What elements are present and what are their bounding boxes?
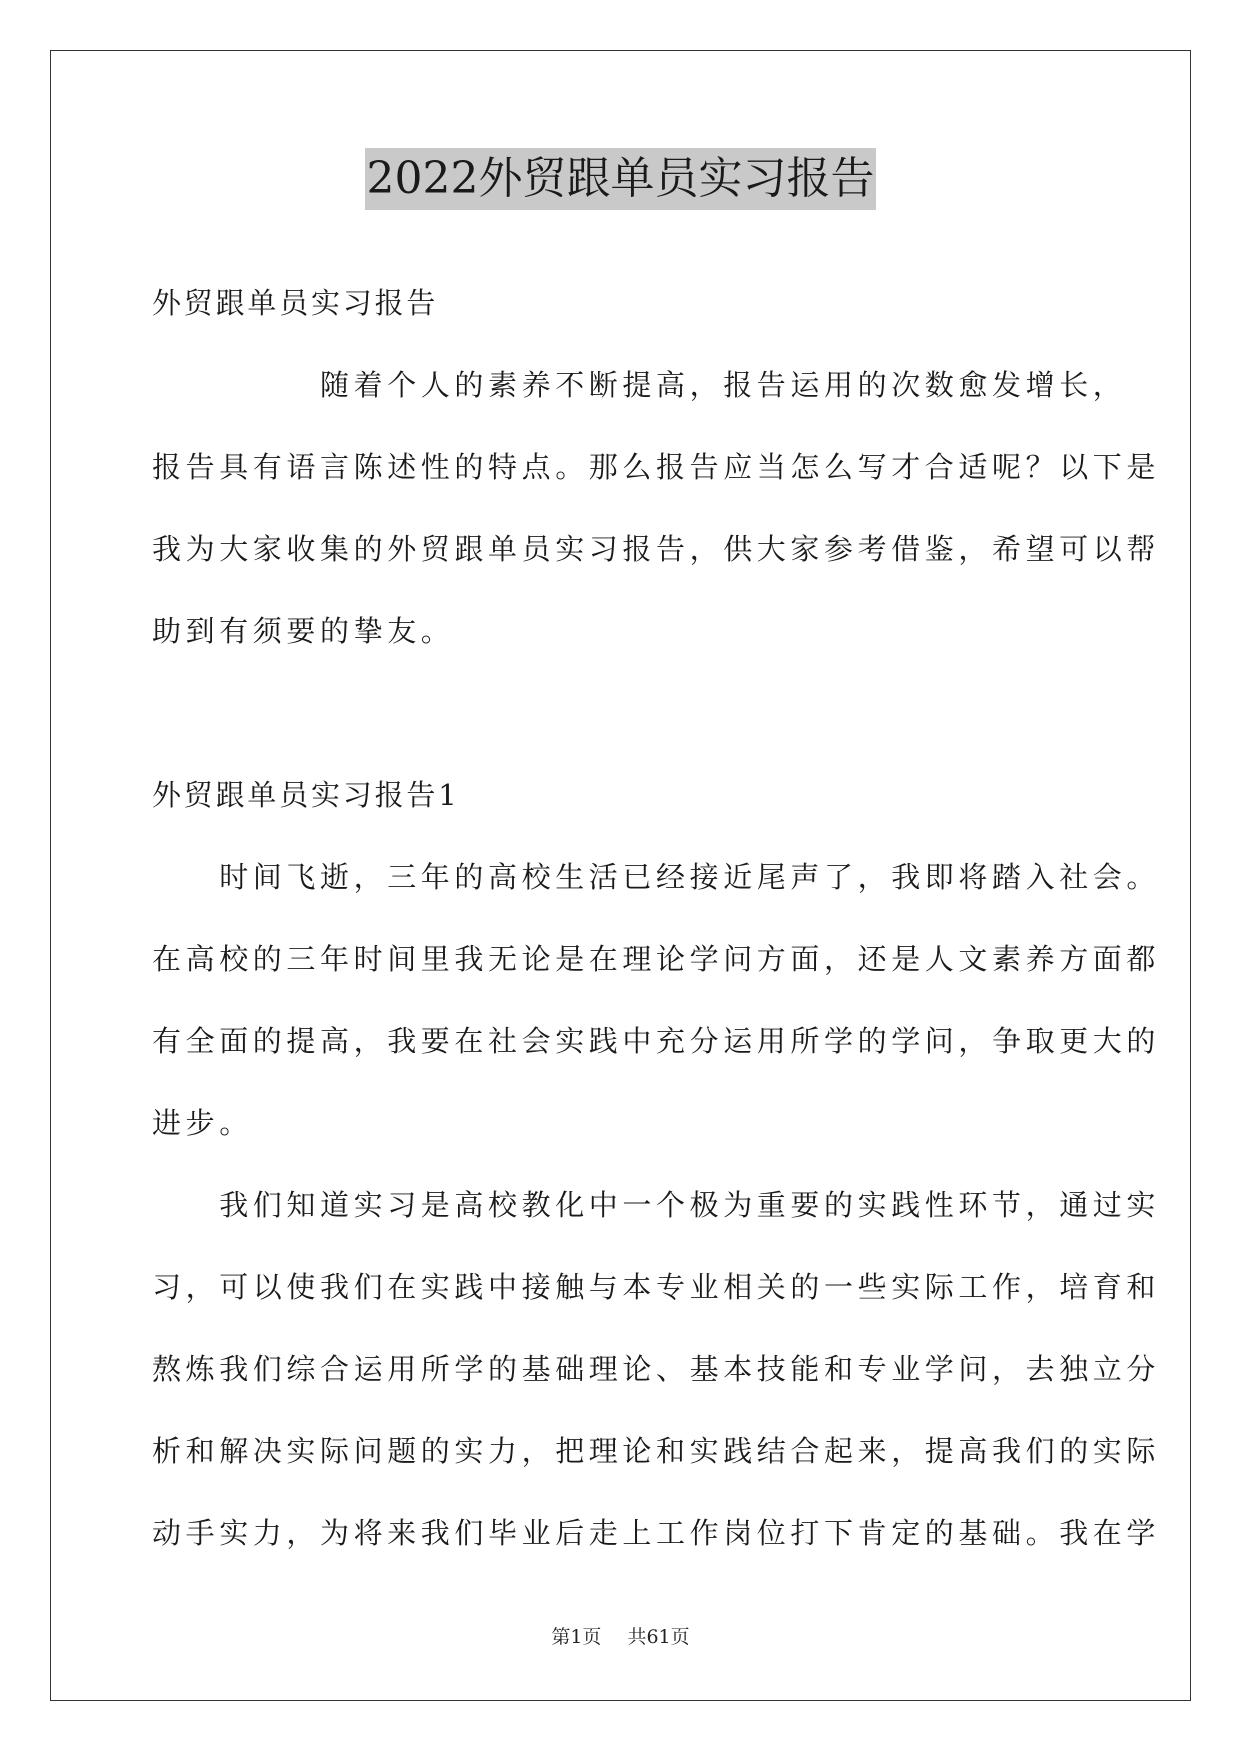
paragraph-line: 我们知道实习是高校教化中一个极为重要的实践性环节，通过实 (152, 1188, 1161, 1222)
blank-line (152, 672, 1092, 754)
page-footer (0, 1622, 1241, 1649)
paragraph-line: 在高校的三年时间里我无论是在理论学问方面，还是人文素养方面都 (152, 942, 1161, 976)
paragraph-line: 有全面的提高，我要在社会实践中充分运用所学的学问，争取更大的 (152, 1024, 1161, 1058)
paragraph-line: 报告具有语言陈述性的特点。那么报告应当怎么写才合适呢？以下是 (152, 450, 1161, 484)
document-body (152, 262, 1161, 1574)
page-total: 共61页 (627, 1626, 690, 1648)
document-title-wrap (0, 148, 1241, 210)
paragraph-line: 熬炼我们综合运用所学的基础理论、基本技能和专业学问，去独立分 (152, 1352, 1161, 1386)
paragraph-line: 析和解决实际问题的实力，把理论和实践结合起来，提高我们的实际 (152, 1434, 1161, 1468)
paragraph-line: 时间飞逝，三年的高校生活已经接近尾声了，我即将踏入社会。 (152, 860, 1161, 894)
paragraph-line: 助到有须要的挚友。 (152, 614, 455, 648)
paragraph-line: 动手实力，为将来我们毕业后走上工作岗位打下肯定的基础。我在学 (152, 1516, 1161, 1550)
paragraph-line: 随着个人的素养不断提高，报告运用的次数愈发增长， (152, 368, 1127, 402)
section-heading: 外贸跟单员实习报告1 (152, 778, 460, 812)
paragraph-line: 进步。 (152, 1106, 253, 1140)
document-title: 2022外贸跟单员实习报告 (365, 148, 877, 210)
page-number: 第1页 (551, 1626, 602, 1648)
section-heading: 外贸跟单员实习报告 (152, 286, 439, 320)
paragraph-line: 习，可以使我们在实践中接触与本专业相关的一些实际工作，培育和 (152, 1270, 1161, 1304)
paragraph-line: 我为大家收集的外贸跟单员实习报告，供大家参考借鉴，希望可以帮 (152, 532, 1161, 566)
